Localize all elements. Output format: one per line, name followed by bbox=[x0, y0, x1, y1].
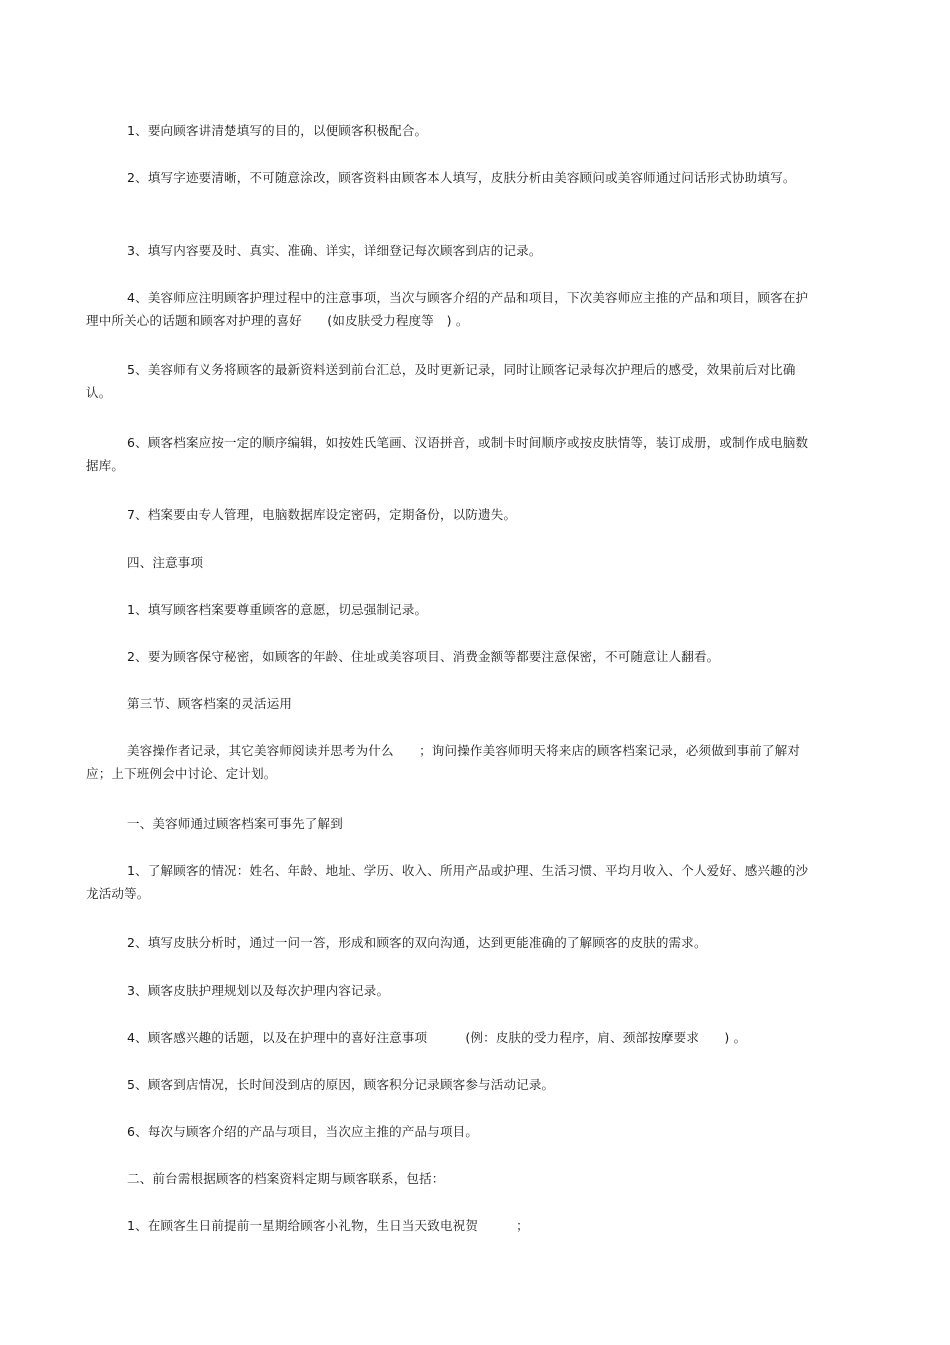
section-heading-notes: 四、注意事项 bbox=[127, 555, 204, 570]
paragraph-13: 3、顾客皮肤护理规划以及每次护理内容记录。 bbox=[127, 983, 390, 998]
paragraph-7: 7、档案要由专人管理，电脑数据库设定密码，定期备份，以防遗失。 bbox=[127, 507, 517, 522]
paragraph-1: 1、要向顾客讲清楚填写的目的，以便顾客积极配合。 bbox=[127, 123, 428, 138]
paragraph-15: 5、顾客到店情况，长时间没到店的原因，顾客积分记录顾客参与活动记录。 bbox=[127, 1077, 555, 1092]
paragraph-5: 5、美容师有义务将顾客的最新资料送到前台汇总，及时更新记录，同时让顾客记录每次护理后的感受，效果前后对比确认。 bbox=[86, 362, 796, 400]
paragraph-11: 1、了解顾客的情况：姓名、年龄、地址、学历、收入、所用产品或护理、生活习惯、平均月收入、个人爱好、感兴趣的沙龙活动等。 bbox=[86, 863, 809, 901]
section-heading-part-2: 二、前台需根据顾客的档案资料定期与顾客联系，包括： bbox=[127, 1171, 445, 1186]
paragraph-14: 4、顾客感兴趣的话题，以及在护理中的喜好注意事项 (例：皮肤的受力程序，肩、颈部按摩要求 ) 。 bbox=[127, 1030, 747, 1045]
paragraph-16: 6、每次与顾客介绍的产品与项目，当次应主推的产品与项目。 bbox=[127, 1124, 479, 1139]
paragraph-17: 1、在顾客生日前提前一星期给顾客小礼物，生日当天致电祝贺 ； bbox=[127, 1218, 529, 1233]
paragraph-10: 美容操作者记录，其它美容师阅读并思考为什么 ；询问操作美容师明天将来店的顾客档案记录，必须做到事前了解对应；上下班例会中讨论、定计划。 bbox=[86, 743, 801, 781]
paragraph-6: 6、顾客档案应按一定的顺序编辑，如按姓氏笔画、汉语拼音，或制卡时间顺序或按皮肤情等，装订成册，或制作成电脑数据库。 bbox=[86, 435, 809, 473]
paragraph-9: 2、要为顾客保守秘密，如顾客的年龄、住址或美容项目、消费金额等都要注意保密，不可随意让人翻看。 bbox=[127, 649, 720, 664]
paragraph-3: 3、填写内容要及时、真实、准确、详实，详细登记每次顾客到店的记录。 bbox=[127, 243, 542, 258]
paragraph-8: 1、填写顾客档案要尊重顾客的意愿，切忌强制记录。 bbox=[127, 602, 428, 617]
paragraph-2: 2、填写字迹要清晰，不可随意涂改，顾客资料由顾客本人填写，皮肤分析由美容顾问或美容师通过问话形式协助填写。 bbox=[127, 170, 796, 185]
section-heading-part-1: 一、美容师通过顾客档案可事先了解到 bbox=[127, 816, 343, 831]
paragraph-4: 4、美容师应注明顾客护理过程中的注意事项，当次与顾客介绍的产品和项目，下次美容师应主推的产品和项目，顾客在护理中所关心的话题和顾客对护理的喜好 (如皮肤受力程度等 ) 。 bbox=[86, 290, 809, 328]
paragraph-12: 2、填写皮肤分析时，通过一问一答，形成和顾客的双向沟通，达到更能准确的了解顾客的皮肤的需求。 bbox=[127, 935, 707, 950]
section-heading-chapter-3: 第三节、顾客档案的灵活运用 bbox=[127, 696, 293, 711]
